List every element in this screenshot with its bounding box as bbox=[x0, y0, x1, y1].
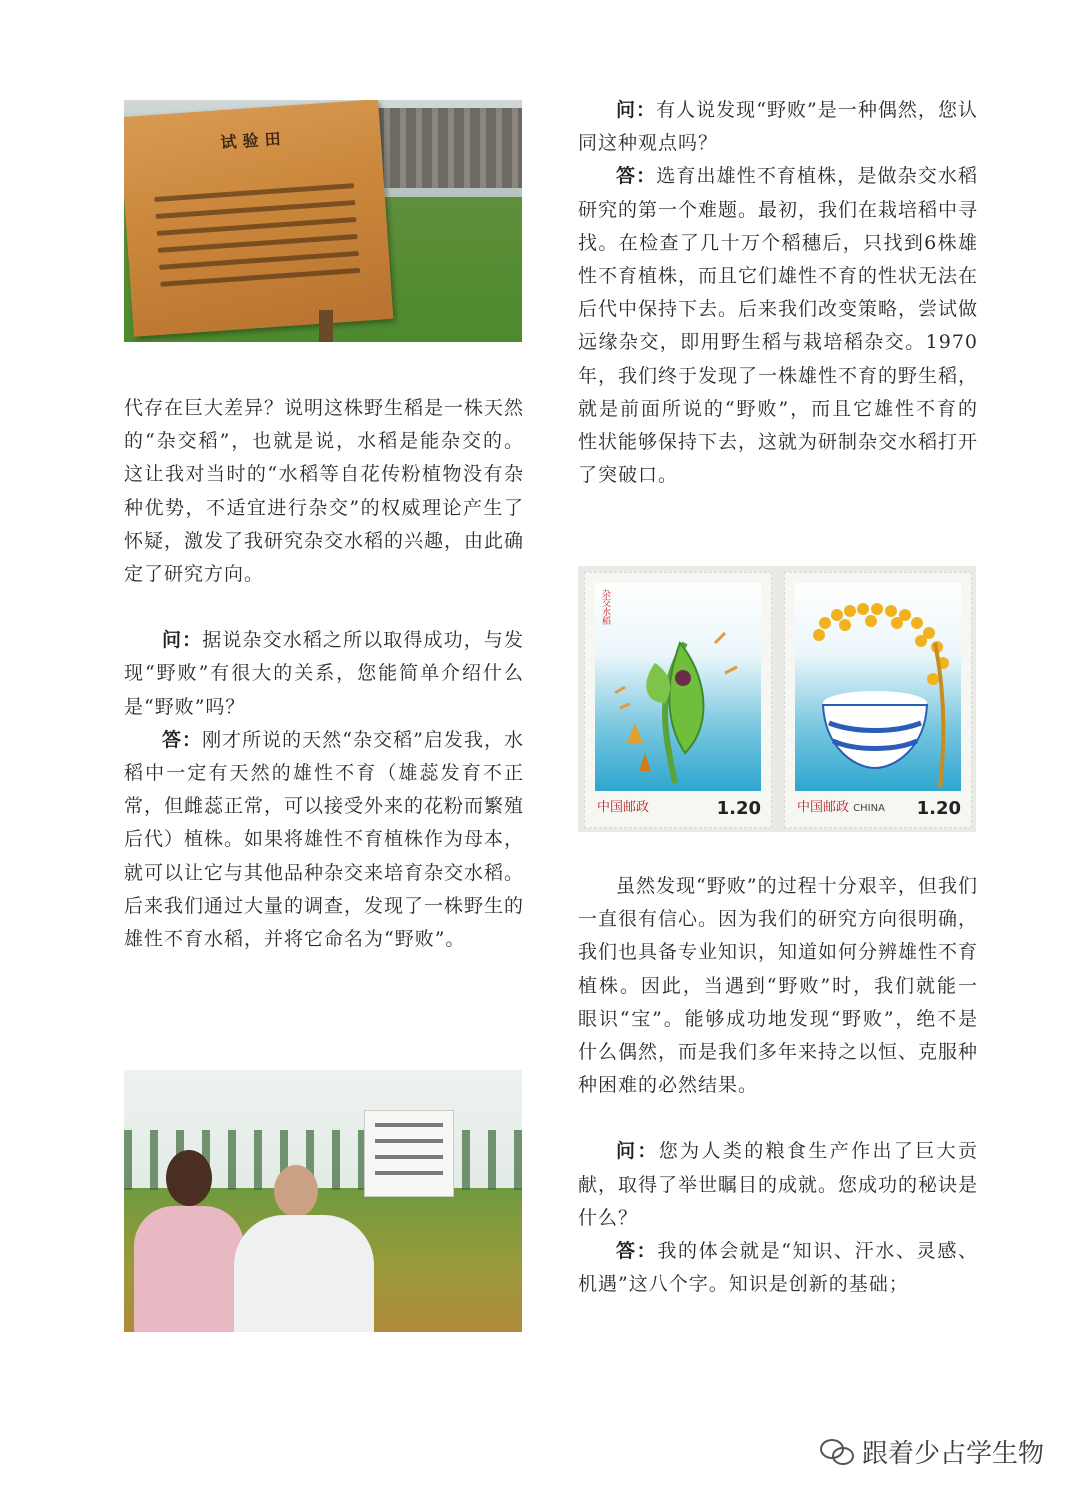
right-column-bottom bbox=[578, 870, 978, 1301]
right-answer-1 bbox=[578, 160, 978, 492]
question-text: 您为人类的粮食生产作出了巨大贡献，取得了举世瞩目的成就。您成功的秘诀是什么？ bbox=[578, 1140, 979, 1229]
wechat-icon bbox=[820, 1439, 854, 1465]
question-label: 问： bbox=[162, 629, 203, 652]
answer-label: 答： bbox=[616, 165, 657, 188]
right-question-2 bbox=[578, 1135, 978, 1235]
stamp-value: 1.20 bbox=[716, 798, 761, 819]
postal-label: 中国邮政 bbox=[597, 800, 650, 815]
account-watermark bbox=[820, 1433, 1044, 1470]
woman-figure bbox=[126, 1150, 246, 1332]
answer-text: 刚才所说的天然“杂交稻”启发我，水稻中一定有天然的雄性不育（雄蕊发育不正常，但雌蕊正常，可以接受外来的花粉而繁殖后代）植株。如果将雄性不育植株作为母本，就可以让它与其他品种杂交来培育杂交水稻。后来我们通过大量的调查，发现了一株野生的雄性不育水稻，并将它命名为“野败”。 bbox=[124, 728, 525, 951]
answer-label: 答： bbox=[162, 728, 203, 751]
question-label: 问： bbox=[616, 99, 657, 121]
watermark-text: 跟着少占学生物 bbox=[861, 1439, 1044, 1469]
rice-stamps bbox=[578, 566, 976, 832]
question-label: 问： bbox=[616, 1140, 659, 1163]
building bbox=[374, 108, 522, 188]
right-question-1 bbox=[578, 94, 978, 160]
question-text: 有人说发现“野败”是一种偶然，您认同这种观点吗？ bbox=[578, 99, 978, 155]
right-answer-2 bbox=[578, 1235, 978, 1301]
man-figure bbox=[234, 1165, 384, 1332]
answer-text: 选育出雄性不育植株，是做杂交水稻研究的第一个难题。最初，我们在栽培稻中寻找。在检查了几十万个稻穗后，只找到6株雄性不育植株，而且它们雄性不育的性状无法在后代中保持下去。后来我们改变策略，尝试做远缘杂交，即用野生稻与栽培稻杂交。1970年，我们终于发现了一株雄性不育的野生稻，就是前面所说的“野败”，而且它雄性不育的性状能够保持下去，这就为研制杂交水稻打开了突破口。 bbox=[578, 165, 979, 487]
left-question-1 bbox=[124, 624, 524, 724]
stamp-rice-flower: 杂交水稻 中国邮政 1.20 bbox=[584, 572, 772, 828]
stamp-value: 1.20 bbox=[916, 798, 961, 819]
sign-post bbox=[319, 310, 333, 342]
rice-bowl-illustration bbox=[795, 583, 961, 791]
wooden-sign bbox=[124, 100, 393, 337]
experimental-field-photo bbox=[124, 100, 522, 342]
right-paragraph-2: 虽然发现“野败”的过程十分艰辛，但我们一直很有信心。因为我们的研究方向很明确，我们也具备专业知识，知道如何分辨雄性不育植株。因此，当遇到“野败”时，我们就能一眼识“宝”。能够成功地发现“野败”，绝不是什么偶然，而是我们多年来持之以恒、克服种种困难的必然结果。 bbox=[578, 875, 979, 1097]
answer-label: 答： bbox=[616, 1240, 658, 1263]
sign-title: 试验田 bbox=[220, 128, 288, 153]
right-column-top bbox=[578, 94, 978, 492]
left-answer-1 bbox=[124, 724, 524, 956]
question-text: 据说杂交水稻之所以取得成功，与发现“野败”有很大的关系，您能简单介绍什么是“野败”吗？ bbox=[124, 629, 524, 718]
field-inspection-photo bbox=[124, 1070, 522, 1332]
stamp-rice-bowl bbox=[784, 572, 972, 828]
left-paragraph-1: 代存在巨大差异？说明这株野生稻是一株天然的“杂交稻”，也就是说，水稻是能杂交的。这让我对当时的“水稻等自花传粉植物没有杂种优势，不适宜进行杂交”的权威理论产生了怀疑，激发了我研究杂交水稻的兴趣，由此确定了研究方向。 bbox=[124, 397, 525, 586]
postal-label: 中国邮政 CHINA bbox=[797, 800, 885, 815]
rice-flower-illustration bbox=[595, 583, 761, 791]
answer-text: 我的体会就是“知识、汗水、灵感、机遇”这八个字。知识是创新的基础； bbox=[578, 1240, 978, 1296]
sign-text-lines bbox=[153, 171, 360, 299]
left-column bbox=[124, 392, 524, 956]
